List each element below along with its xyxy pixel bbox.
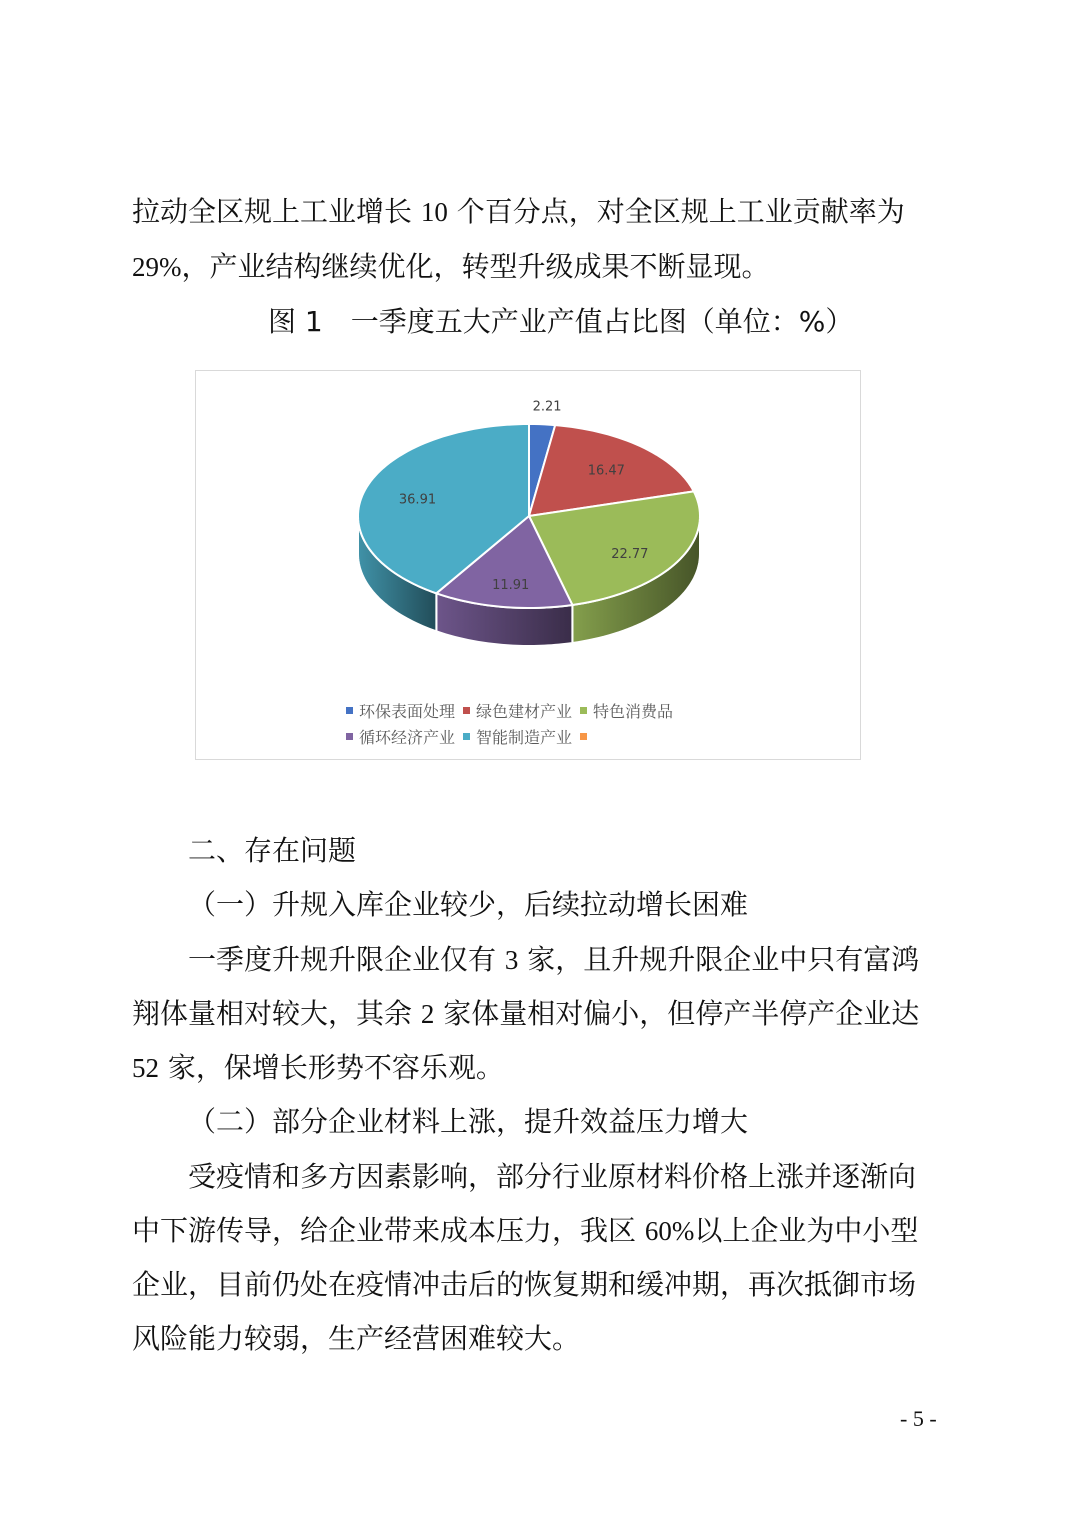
pie-data-label: 36.91 [398,492,437,508]
legend-item: 循环经济产业 [346,725,455,751]
paragraph-line: 一季度升规升限企业仅有 3 家，且升规升限企业中只有富鸿 [188,943,920,976]
legend-swatch [580,733,587,740]
legend-swatch [580,707,587,714]
subsection-heading: （二）部分企业材料上涨，提升效益压力增大 [188,1105,749,1138]
paragraph-line: 拉动全区规上工业增长 10 个百分点，对全区规上工业贡献率为 [132,195,905,228]
legend-swatch [346,707,353,714]
pie-chart [195,370,861,760]
paragraph-line: 风险能力较弱，生产经营困难较大。 [132,1322,581,1355]
paragraph-line: 企业，目前仍处在疫情冲击后的恢复期和缓冲期，再次抵御市场 [132,1268,917,1301]
legend-swatch [463,707,470,714]
page-number: - 5 - [900,1406,937,1431]
section-heading: 二、存在问题 [188,834,357,867]
legend-item: 智能制造产业 [463,725,572,751]
chart-legend [346,699,681,751]
paragraph-line: 52 家，保增长形势不容乐观。 [132,1051,504,1084]
pie-data-label: 2.21 [532,399,562,415]
legend-swatch [463,733,470,740]
legend-swatch [346,733,353,740]
paragraph-line: 中下游传导，给企业带来成本压力，我区 60%以上企业为中小型 [132,1214,919,1247]
pie-data-label: 11.91 [492,577,530,593]
figure-title: 图 1 一季度五大产业产值占比图（单位：%） [268,305,854,338]
legend-item: 特色消费品 [580,699,673,725]
paragraph-line: 翔体量相对较大，其余 2 家体量相对偏小，但停产半停产企业达 [132,997,920,1030]
legend-item: 绿色建材产业 [463,699,572,725]
pie-data-label: 16.47 [587,463,625,479]
legend-item [580,725,593,751]
paragraph-line: 29%，产业结构继续优化，转型升级成果不断显现。 [132,250,770,283]
legend-item: 环保表面处理 [346,699,455,725]
paragraph-line: 受疫情和多方因素影响，部分行业原材料价格上涨并逐渐向 [188,1160,917,1193]
subsection-heading: （一）升规入库企业较少，后续拉动增长困难 [188,888,749,921]
pie-data-label: 22.77 [611,547,649,563]
